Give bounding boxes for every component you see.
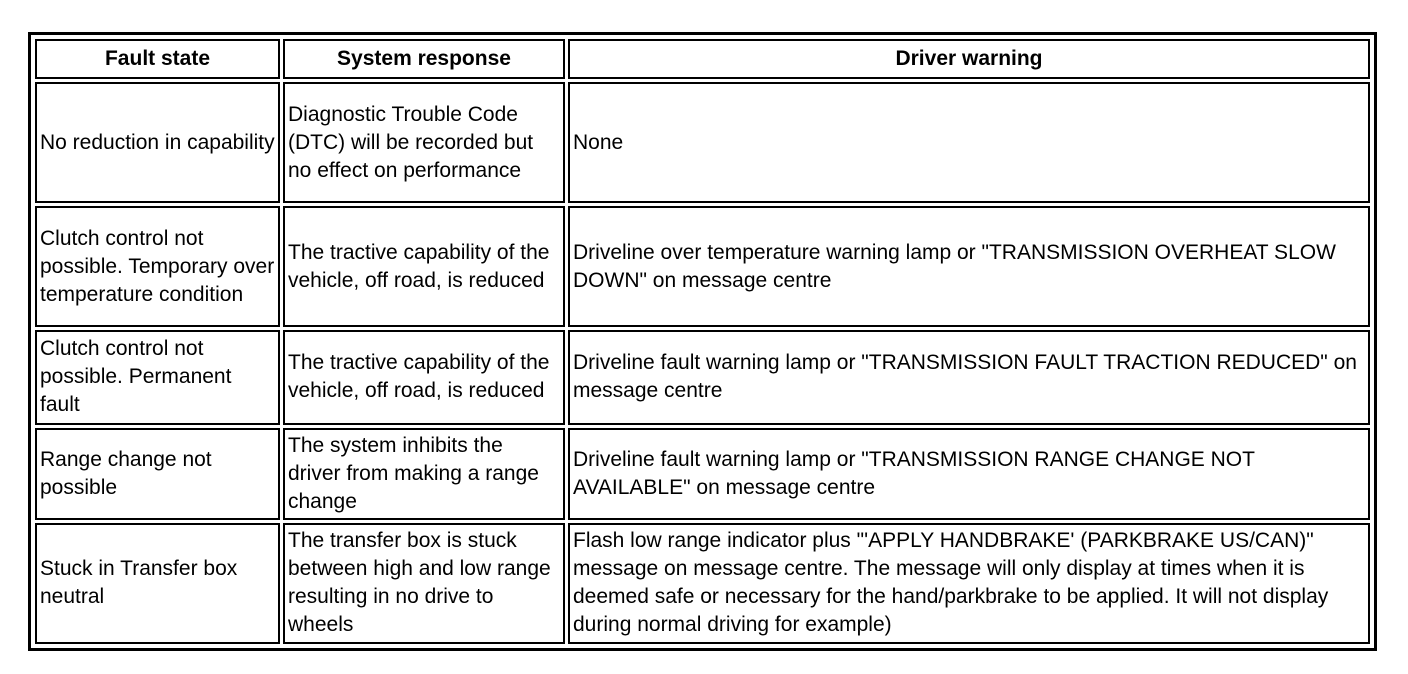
fault-table-frame	[28, 32, 1377, 651]
cell-driver-warning: Driveline fault warning lamp or "TRANSMISSION FAULT TRACTION REDUCED" on message centre	[568, 330, 1370, 424]
header-driver-warning: Driver warning	[568, 39, 1370, 79]
cell-fault-state: Clutch control not possible. Permanent fault	[35, 330, 280, 424]
table-header-row	[35, 39, 1370, 79]
fault-table	[32, 36, 1373, 647]
cell-driver-warning: Driveline fault warning lamp or "TRANSMISSION RANGE CHANGE NOT AVAILABLE" on message centre	[568, 428, 1370, 520]
table-row	[35, 206, 1370, 327]
cell-fault-state: No reduction in capability	[35, 82, 280, 203]
header-fault-state: Fault state	[35, 39, 280, 79]
cell-fault-state: Clutch control not possible. Temporary over temperature condition	[35, 206, 280, 327]
table-row	[35, 330, 1370, 424]
cell-fault-state: Stuck in Transfer box neutral	[35, 523, 280, 644]
cell-system-response: Diagnostic Trouble Code (DTC) will be recorded but no effect on performance	[283, 82, 565, 203]
cell-driver-warning: Flash low range indicator plus "'APPLY HANDBRAKE' (PARKBRAKE US/CAN)" message on message centre. The message will only display at times when it is deemed safe or necessary for the hand/parkbrake to be applied. It will not display during normal driving for example)	[568, 523, 1370, 644]
cell-system-response: The transfer box is stuck between high and low range resulting in no drive to wheels	[283, 523, 565, 644]
table-row	[35, 82, 1370, 203]
header-system-response: System response	[283, 39, 565, 79]
table-row	[35, 428, 1370, 520]
table-row	[35, 523, 1370, 644]
cell-driver-warning: None	[568, 82, 1370, 203]
cell-fault-state: Range change not possible	[35, 428, 280, 520]
cell-system-response: The tractive capability of the vehicle, off road, is reduced	[283, 330, 565, 424]
cell-system-response: The tractive capability of the vehicle, off road, is reduced	[283, 206, 565, 327]
cell-driver-warning: Driveline over temperature warning lamp or "TRANSMISSION OVERHEAT SLOW DOWN" on message centre	[568, 206, 1370, 327]
cell-system-response: The system inhibits the driver from making a range change	[283, 428, 565, 520]
